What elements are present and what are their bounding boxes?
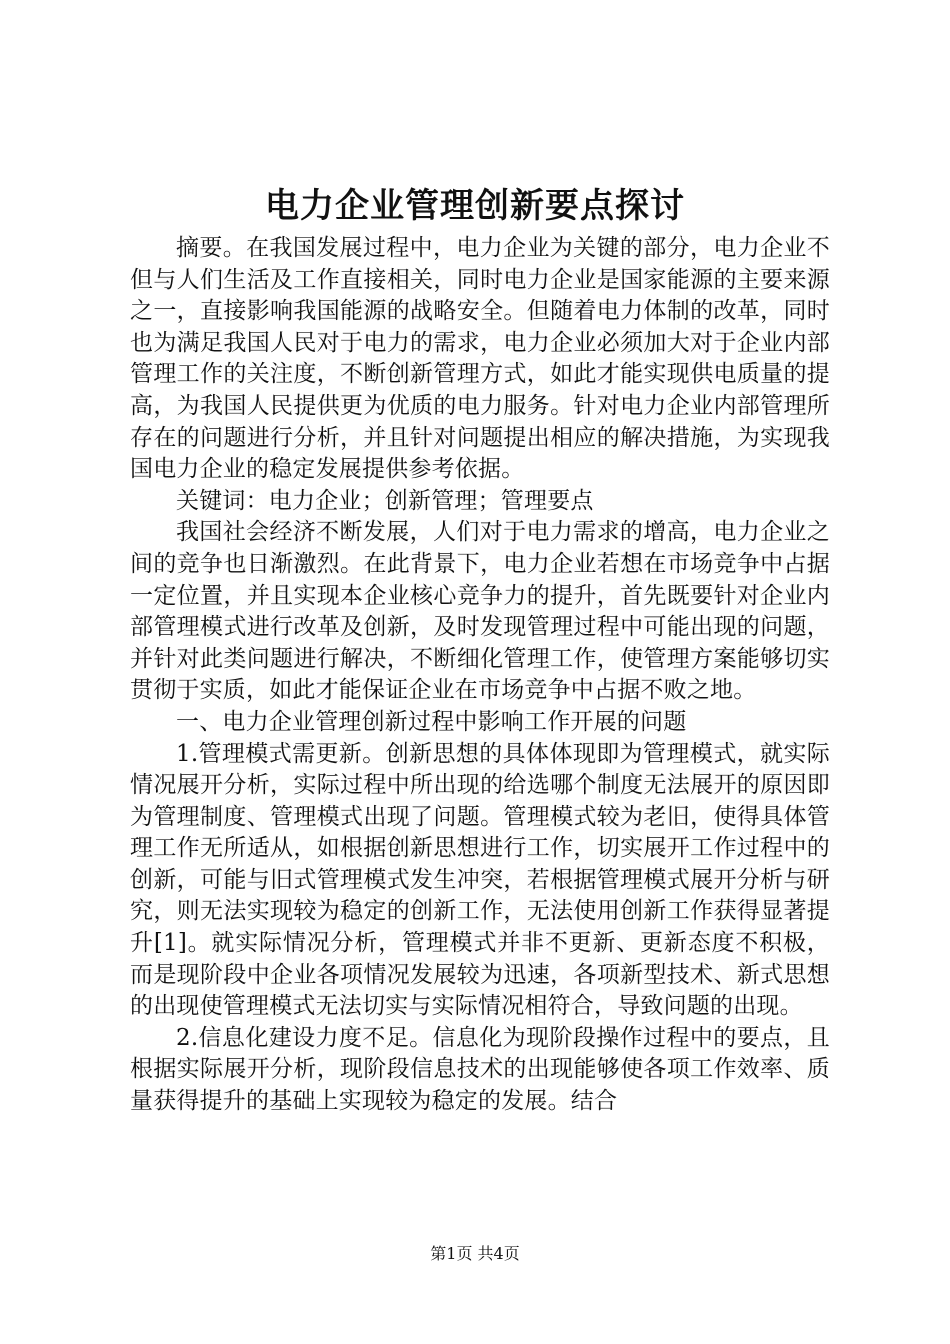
point-1-paragraph: 1.管理模式需更新。创新思想的具体体现即为管理模式，就实际情况展开分析，实际过程中所出现的给选哪个制度无法展开的原因即为管理制度、管理模式出现了问题。管理模式较为老旧，使得具体管理工作无所适从，如根据创新思想进行工作，切实展开工作过程中的创新，可能与旧式管理模式发生冲突，若根据管理模式展开分析与研究，则无法实现较为稳定的创新工作，无法使用创新工作获得显著提升[1]。就实际情况分析，管理模式并非不更新、更新态度不积极，而是现阶段中企业各项情况发展较为迅速，各项新型技术、新式思想的出现使管理模式无法切实与实际情况相符合，导致问题的出现。 [130, 740, 830, 1020]
abstract-paragraph: 摘要。在我国发展过程中，电力企业为关键的部分，电力企业不但与人们生活及工作直接相关，同时电力企业是国家能源的主要来源之一，直接影响我国能源的战略安全。但随着电力体制的改革，同时也为满足我国人民对于电力的需求，电力企业必须加大对于企业内部管理工作的关注度，不断创新管理方式，如此才能实现供电质量的提高，为我国人民提供更为优质的电力服务。针对电力企业内部管理所存在的问题进行分析，并且针对问题提出相应的解决措施，为实现我国电力企业的稳定发展提供参考依据。 [130, 235, 830, 483]
keywords-paragraph: 关键词：电力企业；创新管理；管理要点 [176, 487, 594, 514]
page-footer: 第1页 共4页 [430, 1244, 520, 1263]
document-body [130, 233, 830, 1118]
intro-paragraph: 我国社会经济不断发展，人们对于电力需求的增高，电力企业之间的竞争也日渐激烈。在此背景下，电力企业若想在市场竞争中占据一定位置，并且实现本企业核心竞争力的提升，首先既要针对企业内部管理模式进行改革及创新，及时发现管理过程中可能出现的问题，并针对此类问题进行解决，不断细化管理工作，使管理方案能够切实贯彻于实质，如此才能保证企业在市场竞争中占据不败之地。 [130, 519, 830, 704]
point-2-paragraph: 2.信息化建设力度不足。信息化为现阶段操作过程中的要点，且根据实际展开分析，现阶段信息技术的出现能够使各项工作效率、质量获得提升的基础上实现较为稳定的发展。结合 [130, 1024, 830, 1115]
document-title: 电力企业管理创新要点探讨 [265, 186, 685, 226]
section-heading: 一、电力企业管理创新过程中影响工作开展的问题 [176, 708, 687, 735]
